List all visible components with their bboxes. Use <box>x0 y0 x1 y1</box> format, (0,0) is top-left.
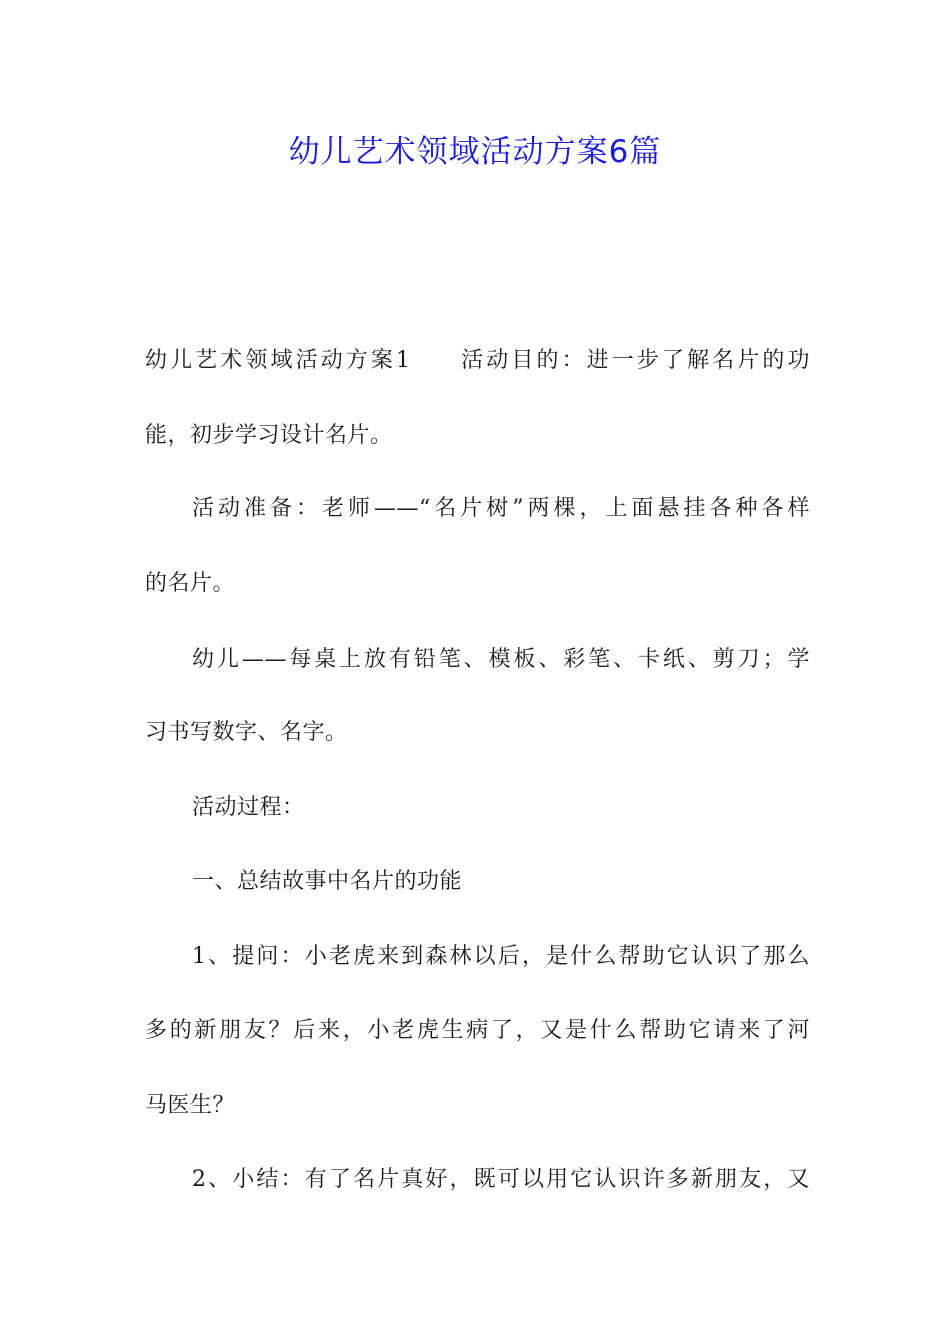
paragraph-line: 多的新朋友？后来，小老虎生病了，又是什么帮助它请来了河 <box>145 1018 810 1043</box>
document-title: 幼儿艺术领域活动方案6篇 <box>288 134 662 170</box>
paragraph-line: 活动过程： <box>192 795 305 820</box>
paragraph-line: 的名片。 <box>145 571 236 596</box>
paragraph-line: 2、小结：有了名片真好，既可以用它认识许多新朋友，又 <box>192 1167 810 1192</box>
paragraph-line: 活动准备：老师——“名片树”两棵，上面悬挂各种各样 <box>192 496 810 521</box>
paragraph-line <box>145 346 810 376</box>
line-text: 活动目的：进一步了解名片的功 <box>458 348 810 373</box>
paragraph-line: 马医生？ <box>145 1093 236 1118</box>
paragraph-line: 能，初步学习设计名片。 <box>145 423 393 448</box>
paragraph-line: 一、总结故事中名片的功能 <box>192 869 463 894</box>
section-heading: 幼儿艺术领域活动方案1 <box>145 348 411 373</box>
paragraph-line: 习书写数字、名字。 <box>145 720 348 745</box>
paragraph-line: 幼儿——每桌上放有铅笔、模板、彩笔、卡纸、剪刀；学 <box>192 647 810 672</box>
paragraph-line: 1、提问：小老虎来到森林以后，是什么帮助它认识了那么 <box>192 944 810 969</box>
